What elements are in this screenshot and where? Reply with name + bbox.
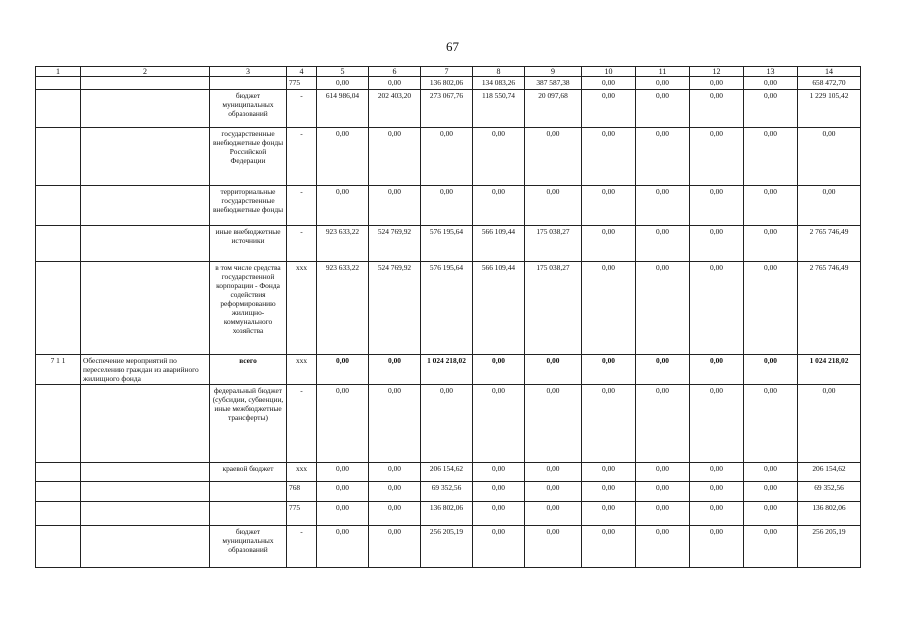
funding-source-cell <box>210 482 287 502</box>
table-row <box>36 355 861 385</box>
value-cell: 69 352,56 <box>798 482 861 502</box>
value-cell: 0,00 <box>744 262 798 355</box>
value-cell: 923 633,22 <box>317 262 369 355</box>
code-cell: - <box>287 128 317 186</box>
column-header: 13 <box>744 67 798 77</box>
value-cell: 0,00 <box>798 385 861 463</box>
value-cell: 0,00 <box>421 128 473 186</box>
column-header: 6 <box>369 67 421 77</box>
value-cell: 1 024 218,02 <box>798 355 861 385</box>
code-cell: - <box>287 226 317 262</box>
table-row <box>36 482 861 502</box>
table-row <box>36 90 861 128</box>
value-cell: 0,00 <box>369 385 421 463</box>
value-cell: 576 195,64 <box>421 226 473 262</box>
row-number-cell <box>36 226 81 262</box>
funding-source-cell: всего <box>210 355 287 385</box>
value-cell: 0,00 <box>369 128 421 186</box>
value-cell: 202 403,20 <box>369 90 421 128</box>
value-cell: 0,00 <box>317 355 369 385</box>
value-cell: 0,00 <box>582 128 636 186</box>
table-row <box>36 385 861 463</box>
table-row <box>36 77 861 90</box>
row-number-cell <box>36 128 81 186</box>
row-number-cell: 7 1 1 <box>36 355 81 385</box>
value-cell: 0,00 <box>744 482 798 502</box>
row-number-cell <box>36 186 81 226</box>
value-cell: 524 769,92 <box>369 262 421 355</box>
column-header: 9 <box>525 67 582 77</box>
value-cell: 256 205,19 <box>421 526 473 568</box>
column-header: 5 <box>317 67 369 77</box>
code-cell: ххх <box>287 355 317 385</box>
page-number: 67 <box>446 39 459 54</box>
column-header: 2 <box>81 67 210 77</box>
column-header: 10 <box>582 67 636 77</box>
value-cell: 0,00 <box>317 526 369 568</box>
funding-source-cell <box>210 77 287 90</box>
value-cell: 20 097,68 <box>525 90 582 128</box>
column-header: 11 <box>636 67 690 77</box>
code-cell: 775 <box>287 502 317 526</box>
value-cell: 0,00 <box>369 463 421 482</box>
value-cell: 524 769,92 <box>369 226 421 262</box>
value-cell: 0,00 <box>690 463 744 482</box>
row-number-cell <box>36 502 81 526</box>
code-cell: - <box>287 385 317 463</box>
value-cell: 0,00 <box>690 526 744 568</box>
value-cell: 0,00 <box>317 77 369 90</box>
value-cell: 2 765 746,49 <box>798 226 861 262</box>
value-cell: 0,00 <box>473 355 525 385</box>
value-cell: 206 154,62 <box>798 463 861 482</box>
code-cell: ххх <box>287 262 317 355</box>
table-row <box>36 463 861 482</box>
value-cell: 0,00 <box>690 186 744 226</box>
value-cell: 923 633,22 <box>317 226 369 262</box>
header-row <box>36 67 861 77</box>
value-cell: 0,00 <box>636 128 690 186</box>
row-title-cell <box>81 385 210 463</box>
value-cell: 0,00 <box>421 186 473 226</box>
value-cell: 0,00 <box>525 502 582 526</box>
value-cell: 576 195,64 <box>421 262 473 355</box>
value-cell: 0,00 <box>744 128 798 186</box>
row-title-cell <box>81 77 210 90</box>
row-number-cell <box>36 77 81 90</box>
code-cell: - <box>287 186 317 226</box>
value-cell: 0,00 <box>690 482 744 502</box>
value-cell: 0,00 <box>690 128 744 186</box>
value-cell: 0,00 <box>317 385 369 463</box>
value-cell: 0,00 <box>582 526 636 568</box>
value-cell: 0,00 <box>690 355 744 385</box>
row-title-cell <box>81 186 210 226</box>
value-cell: 0,00 <box>798 186 861 226</box>
value-cell: 0,00 <box>317 502 369 526</box>
column-header: 8 <box>473 67 525 77</box>
value-cell: 0,00 <box>582 502 636 526</box>
table-row <box>36 502 861 526</box>
value-cell: 256 205,19 <box>798 526 861 568</box>
value-cell: 118 550,74 <box>473 90 525 128</box>
value-cell: 0,00 <box>690 502 744 526</box>
value-cell: 0,00 <box>798 128 861 186</box>
value-cell: 0,00 <box>369 482 421 502</box>
row-title-cell <box>81 128 210 186</box>
value-cell: 0,00 <box>317 186 369 226</box>
value-cell: 0,00 <box>744 526 798 568</box>
value-cell: 175 038,27 <box>525 262 582 355</box>
row-title-cell <box>81 526 210 568</box>
value-cell: 0,00 <box>525 482 582 502</box>
value-cell: 69 352,56 <box>421 482 473 502</box>
value-cell: 0,00 <box>369 355 421 385</box>
value-cell: 0,00 <box>317 128 369 186</box>
value-cell: 134 083,26 <box>473 77 525 90</box>
funding-source-cell <box>210 502 287 526</box>
value-cell: 0,00 <box>525 526 582 568</box>
value-cell: 0,00 <box>744 355 798 385</box>
value-cell: 566 109,44 <box>473 262 525 355</box>
column-header: 3 <box>210 67 287 77</box>
value-cell: 0,00 <box>582 385 636 463</box>
value-cell: 0,00 <box>636 226 690 262</box>
code-cell: - <box>287 526 317 568</box>
value-cell: 0,00 <box>636 482 690 502</box>
value-cell: 136 802,06 <box>421 77 473 90</box>
table-row <box>36 226 861 262</box>
value-cell: 0,00 <box>473 463 525 482</box>
column-header: 4 <box>287 67 317 77</box>
row-title-cell <box>81 262 210 355</box>
row-number-cell <box>36 385 81 463</box>
value-cell: 0,00 <box>421 385 473 463</box>
column-header: 14 <box>798 67 861 77</box>
value-cell: 0,00 <box>525 355 582 385</box>
row-number-cell <box>36 90 81 128</box>
value-cell: 273 067,76 <box>421 90 473 128</box>
row-number-cell <box>36 482 81 502</box>
value-cell: 0,00 <box>690 90 744 128</box>
row-title-cell <box>81 482 210 502</box>
value-cell: 0,00 <box>525 128 582 186</box>
value-cell: 0,00 <box>582 262 636 355</box>
value-cell: 614 986,04 <box>317 90 369 128</box>
code-cell: - <box>287 90 317 128</box>
value-cell: 0,00 <box>582 90 636 128</box>
funding-source-cell: территориальные государственные внебюджетные фонды <box>210 186 287 226</box>
value-cell: 0,00 <box>636 385 690 463</box>
value-cell: 0,00 <box>582 482 636 502</box>
value-cell: 1 024 218,02 <box>421 355 473 385</box>
value-cell: 0,00 <box>636 186 690 226</box>
value-cell: 0,00 <box>636 463 690 482</box>
value-cell: 0,00 <box>744 226 798 262</box>
value-cell: 0,00 <box>690 262 744 355</box>
value-cell: 0,00 <box>525 463 582 482</box>
value-cell: 0,00 <box>636 90 690 128</box>
value-cell: 0,00 <box>744 502 798 526</box>
value-cell: 0,00 <box>636 262 690 355</box>
value-cell: 0,00 <box>744 77 798 90</box>
value-cell: 658 472,70 <box>798 77 861 90</box>
table-row <box>36 186 861 226</box>
budget-table <box>35 66 861 568</box>
value-cell: 0,00 <box>473 186 525 226</box>
value-cell: 0,00 <box>582 77 636 90</box>
row-title-cell <box>81 90 210 128</box>
row-title-cell <box>81 226 210 262</box>
row-number-cell <box>36 262 81 355</box>
value-cell: 387 587,38 <box>525 77 582 90</box>
value-cell: 1 229 105,42 <box>798 90 861 128</box>
row-title-cell <box>81 502 210 526</box>
value-cell: 0,00 <box>369 186 421 226</box>
value-cell: 0,00 <box>473 385 525 463</box>
value-cell: 0,00 <box>525 186 582 226</box>
value-cell: 0,00 <box>525 385 582 463</box>
value-cell: 0,00 <box>690 77 744 90</box>
table-row <box>36 526 861 568</box>
code-cell: 775 <box>287 77 317 90</box>
value-cell: 0,00 <box>473 502 525 526</box>
row-title-cell <box>81 463 210 482</box>
table-row <box>36 262 861 355</box>
value-cell: 206 154,62 <box>421 463 473 482</box>
column-header: 12 <box>690 67 744 77</box>
value-cell: 0,00 <box>582 186 636 226</box>
value-cell: 0,00 <box>636 355 690 385</box>
funding-source-cell: федеральный бюджет (субсидии, субвенции, иные межбюджетные трансферты) <box>210 385 287 463</box>
code-cell: ххх <box>287 463 317 482</box>
value-cell: 0,00 <box>582 463 636 482</box>
row-title-cell: Обеспечение мероприятий по переселению граждан из аварийного жилищного фонда <box>81 355 210 385</box>
row-number-cell <box>36 463 81 482</box>
value-cell: 0,00 <box>369 77 421 90</box>
column-header: 1 <box>36 67 81 77</box>
value-cell: 0,00 <box>744 385 798 463</box>
value-cell: 0,00 <box>473 128 525 186</box>
value-cell: 0,00 <box>744 186 798 226</box>
value-cell: 566 109,44 <box>473 226 525 262</box>
value-cell: 0,00 <box>744 90 798 128</box>
value-cell: 175 038,27 <box>525 226 582 262</box>
funding-source-cell: в том числе средства государственной корпорации - Фонда содействия реформированию жилищно-коммунального хозяйства <box>210 262 287 355</box>
value-cell: 0,00 <box>317 463 369 482</box>
value-cell: 0,00 <box>636 77 690 90</box>
value-cell: 0,00 <box>690 385 744 463</box>
value-cell: 0,00 <box>582 355 636 385</box>
value-cell: 0,00 <box>636 526 690 568</box>
value-cell: 0,00 <box>636 502 690 526</box>
value-cell: 0,00 <box>473 482 525 502</box>
value-cell: 0,00 <box>317 482 369 502</box>
funding-source-cell: бюджет муниципальных образований <box>210 526 287 568</box>
value-cell: 0,00 <box>473 526 525 568</box>
value-cell: 136 802,06 <box>421 502 473 526</box>
value-cell: 0,00 <box>369 502 421 526</box>
code-cell: 768 <box>287 482 317 502</box>
value-cell: 136 802,06 <box>798 502 861 526</box>
value-cell: 0,00 <box>690 226 744 262</box>
value-cell: 0,00 <box>369 526 421 568</box>
table-row <box>36 128 861 186</box>
funding-source-cell: краевой бюджет <box>210 463 287 482</box>
value-cell: 2 765 746,49 <box>798 262 861 355</box>
value-cell: 0,00 <box>582 226 636 262</box>
funding-source-cell: иные внебюджетные источники <box>210 226 287 262</box>
funding-source-cell: государственные внебюджетные фонды Российской Федерации <box>210 128 287 186</box>
value-cell: 0,00 <box>744 463 798 482</box>
funding-source-cell: бюджет муниципальных образований <box>210 90 287 128</box>
row-number-cell <box>36 526 81 568</box>
column-header: 7 <box>421 67 473 77</box>
